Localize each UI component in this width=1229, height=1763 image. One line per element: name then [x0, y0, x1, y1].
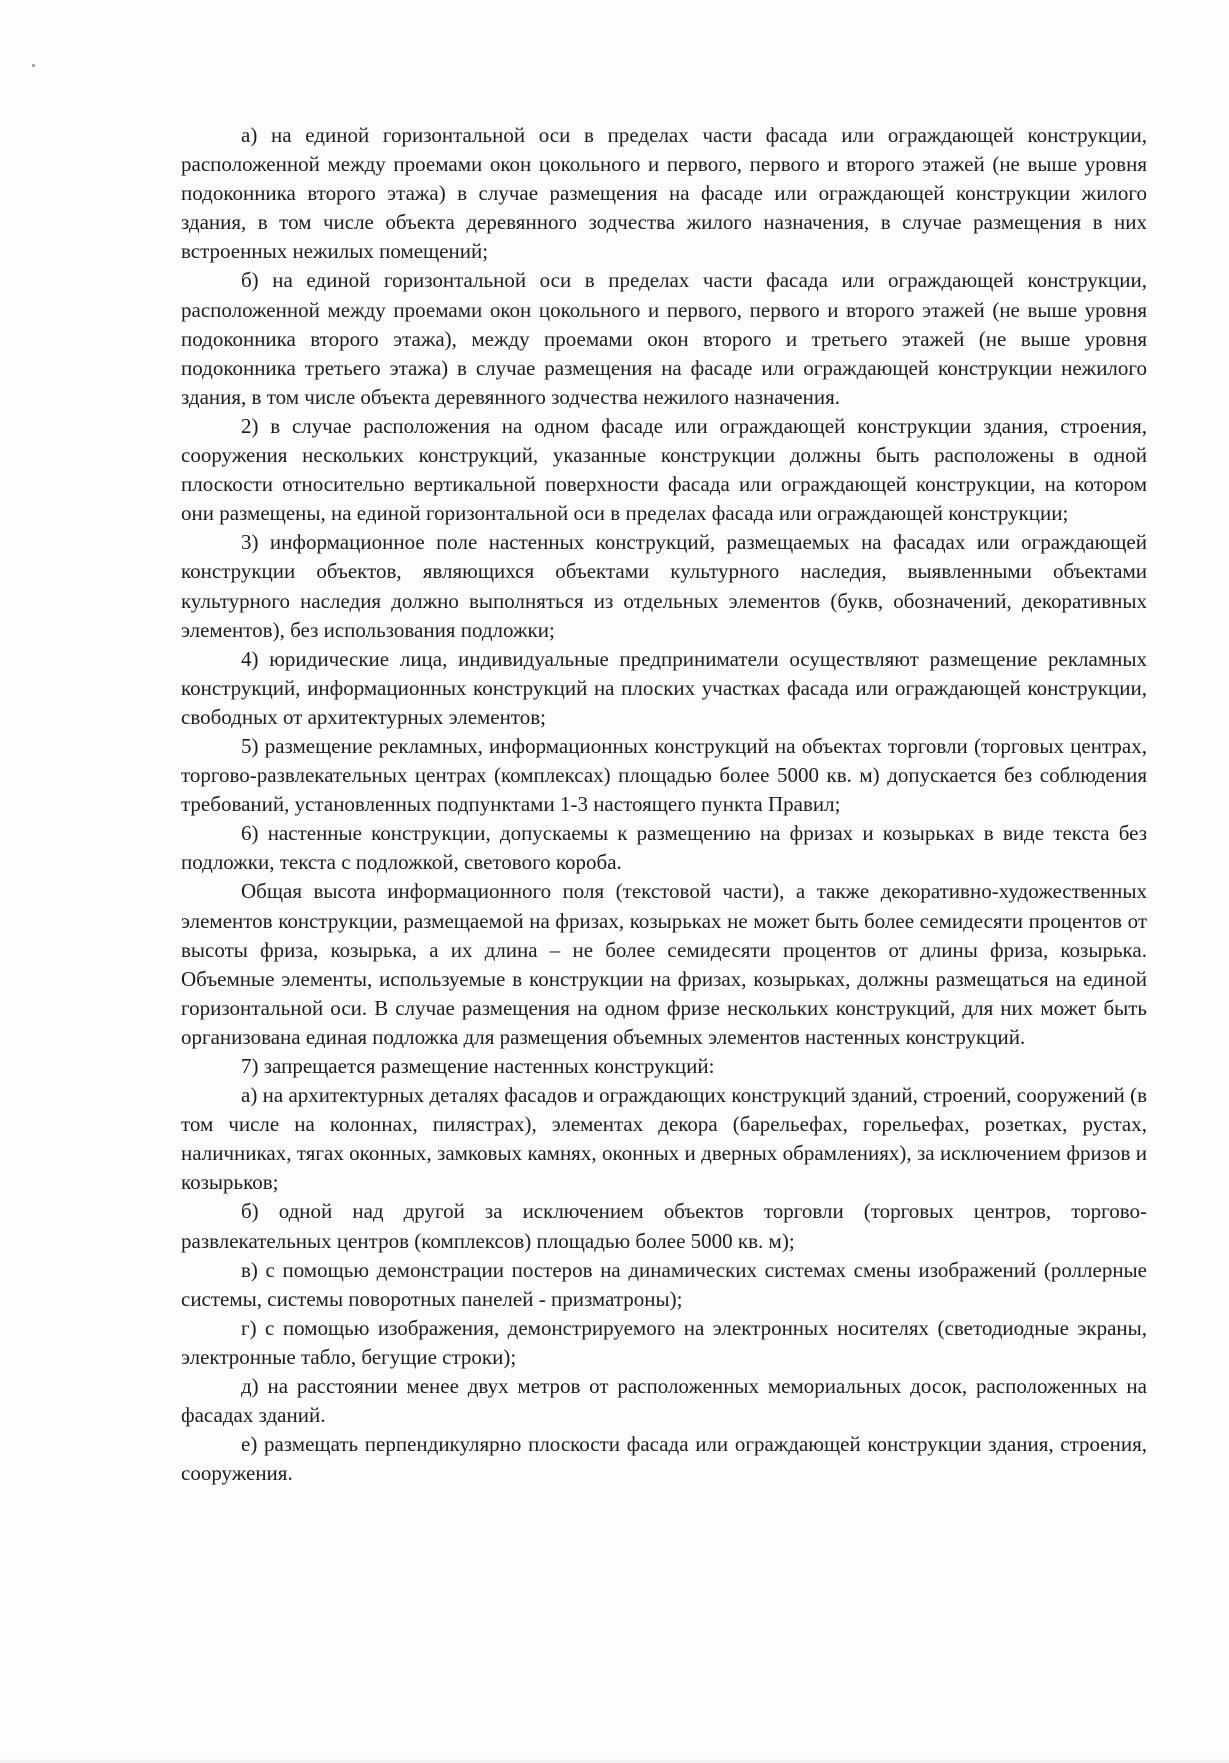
document-body: [181, 121, 1147, 1488]
paragraph-7a-architectural-details: а) на архитектурных деталях фасадов и ограждающих конструкций зданий, строений, сооружений (в том числе на колоннах, пилястрах), элементах декора (барельефах, горельефах, розетках, рустах, наличниках, тягах оконных, замковых камнях, оконных и дверных обрамлениях), за исключением фризов и козырьков;: [181, 1083, 1147, 1195]
paragraph-6-friezes-canopies: 6) настенные конструкции, допускаемы к размещению на фризах и козырьках в виде текста без подложки, текста с подложкой, светового короба.: [181, 821, 1147, 875]
paragraph-7v-poster-systems: в) с помощью демонстрации постеров на динамических системах смены изображений (роллерные системы, системы поворотных панелей - призматроны);: [181, 1257, 1147, 1311]
paragraph-3-cultural-heritage: 3) информационное поле настенных конструкций, размещаемых на фасадах или ограждающей конструкции объектов, являющихся объектами культурного наследия, выявленными объектами культурного наследия должно выполняться из отдельных элементов (букв, обозначений, декоративных элементов), без использования подложки;: [181, 530, 1147, 642]
paragraph-7b-one-above-another: б) одной над другой за исключением объектов торговли (торговых центров, торгово-развлекательных центров (комплексов) площадью более 5000 кв. м);: [181, 1199, 1147, 1253]
paragraph-7d-memorial-plaques: д) на расстоянии менее двух метров от расположенных мемориальных досок, расположенных на фасадах зданий.: [181, 1374, 1147, 1428]
paragraph-a-residential: а) на единой горизонтальной оси в пределах части фасада или ограждающей конструкции, расположенной между проемами окон цокольного и первого, первого и второго этажей (не выше уровня подоконника второго этажа) в случае размещения на фасаде или ограждающей конструкции жилого здания, в том числе объекта деревянного зодчества жилого назначения, в случае размещения в них встроенных нежилых помещений;: [181, 123, 1147, 264]
paragraph-5-trade-objects: 5) размещение рекламных, информационных конструкций на объектах торговли (торговых центрах, торгово-развлекательных центрах (комплексах) площадью более 5000 кв. м) допускается без соблюдения требований, установленных подпунктами 1-3 настоящего пункта Правил;: [181, 733, 1147, 817]
paragraph-7e-perpendicular: е) размещать перпендикулярно плоскости фасада или ограждающей конструкции здания, строения, сооружения.: [181, 1432, 1147, 1486]
paragraph-7-prohibitions: 7) запрещается размещение настенных конструкций:: [241, 1054, 715, 1078]
paragraph-4-legal-entities: 4) юридические лица, индивидуальные предприниматели осуществляют размещение рекламных конструкций, информационных конструкций на плоских участках фасада или ограждающей конструкции, свободных от архитектурных элементов;: [181, 646, 1147, 729]
paragraph-2-multiple-constructions: 2) в случае расположения на одном фасаде или ограждающей конструкции здания, строения, сооружения нескольких конструкций, указанные конструкции должны быть расположены в одной плоскости относительно вертикальной поверхности фасада или ограждающей конструкции, на котором они размещены, на единой горизонтальной оси в пределах фасада или ограждающей конструкции;: [181, 413, 1147, 526]
paragraph-b-nonresidential: б) на единой горизонтальной оси в пределах части фасада или ограждающей конструкции, расположенной между проемами окон цокольного и первого, первого и второго этажей (не выше уровня подоконника второго этажа), между проемами окон второго и третьего этажей (не выше уровня подоконника третьего этажа) в случае размещения на фасаде или ограждающей конструкции нежилого здания, в том числе объекта деревянного зодчества нежилого назначения.: [181, 268, 1147, 409]
scan-artifact-dot: [32, 64, 35, 67]
scan-artifact-edge: [0, 1758, 1229, 1763]
paragraph-7g-electronic-media: г) с помощью изображения, демонстрируемого на электронных носителях (светодиодные экраны, электронные табло, бегущие строки);: [181, 1315, 1147, 1369]
paragraph-6-height-note: Общая высота информационного поля (текстовой части), а также декоративно-художественных элементов конструкции, размещаемой на фризах, козырьках не может быть более семидесяти процентов от высоты фриза, козырька, а их длина – не более семидесяти процентов от длины фриза, козырька. Объемные элементы, используемые в конструкции на фризах, козырьках, должны размещаться на единой горизонтальной оси. В случае размещения на одном фризе нескольких конструкций, для них может быть организована единая подложка для размещения объемных элементов настенных конструкций.: [181, 879, 1147, 1049]
